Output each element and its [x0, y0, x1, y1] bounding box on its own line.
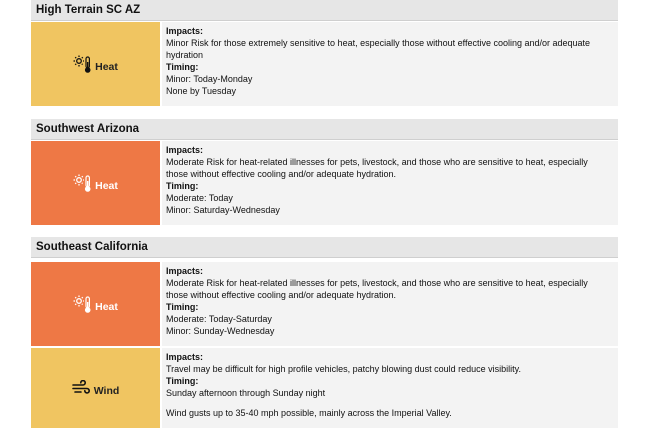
- timing-line: None by Tuesday: [166, 86, 237, 96]
- thermometer-sun-icon: [73, 54, 93, 74]
- hazard-type-label: Heat: [95, 180, 118, 192]
- region-header-high-terrain: High Terrain SC AZ: [31, 0, 618, 21]
- hazard-type-label: Heat: [95, 61, 118, 73]
- thermometer-sun-icon: [73, 173, 93, 193]
- timing-line: Moderate: Today-Saturday: [166, 314, 272, 324]
- hazard-badge-wind: [31, 348, 160, 428]
- timing-line: Minor: Sunday-Wednesday: [166, 326, 275, 336]
- impacts-text: Travel may be difficult for high profile vehicles, patchy blowing dust could reduce visibility.: [166, 364, 522, 374]
- hazard-badge-heat: [31, 262, 160, 346]
- hazard-row-heat: [31, 22, 618, 106]
- wind-icon: [72, 380, 92, 396]
- impacts-label: Impacts:: [166, 266, 204, 276]
- hazard-type-label: Wind: [93, 385, 120, 397]
- timing-line: Minor: Today-Monday: [166, 74, 253, 84]
- timing-label: Timing:: [166, 181, 199, 191]
- impacts-label: Impacts:: [166, 352, 204, 362]
- hazard-note: Wind gusts up to 35-40 mph possible, mainly across the Imperial Valley.: [166, 408, 452, 418]
- timing-line: Minor: Saturday-Wednesday: [166, 205, 280, 215]
- region-header-southeast-california: Southeast California: [31, 237, 618, 258]
- timing-label: Timing:: [166, 376, 199, 386]
- hazard-details: [162, 22, 618, 106]
- impacts-label: Impacts:: [166, 26, 204, 36]
- timing-label: Timing:: [166, 62, 199, 72]
- timing-line: Sunday afternoon through Sunday night: [166, 388, 326, 398]
- impacts-label: Impacts:: [166, 145, 204, 155]
- hazard-badge-heat: [31, 141, 160, 225]
- impacts-text: Minor Risk for those extremely sensitive to heat, especially those without effective cooling and/or adequate hydration: [166, 38, 591, 60]
- thermometer-sun-icon: [73, 294, 93, 314]
- timing-label: Timing:: [166, 302, 199, 312]
- hazard-type-label: Heat: [95, 301, 118, 313]
- impacts-text: Moderate Risk for heat-related illnesses for pets, livestock, and those who are sensitive to heat, especially those without effective cooling and/or adequate hydration.: [166, 157, 588, 179]
- timing-line: Moderate: Today: [166, 193, 233, 203]
- hazard-row-heat: [31, 262, 618, 346]
- hazard-details: [162, 262, 618, 346]
- hazard-row-wind: [31, 348, 618, 428]
- impacts-text: Moderate Risk for heat-related illnesses for pets, livestock, and those who are sensitive to heat, especially those without effective cooling and/or adequate hydration.: [166, 278, 588, 300]
- region-header-southwest-arizona: Southwest Arizona: [31, 119, 618, 140]
- hazard-details: [162, 141, 618, 225]
- hazard-details: [162, 348, 618, 428]
- hazard-row-heat: [31, 141, 618, 225]
- hazard-badge-heat: [31, 22, 160, 106]
